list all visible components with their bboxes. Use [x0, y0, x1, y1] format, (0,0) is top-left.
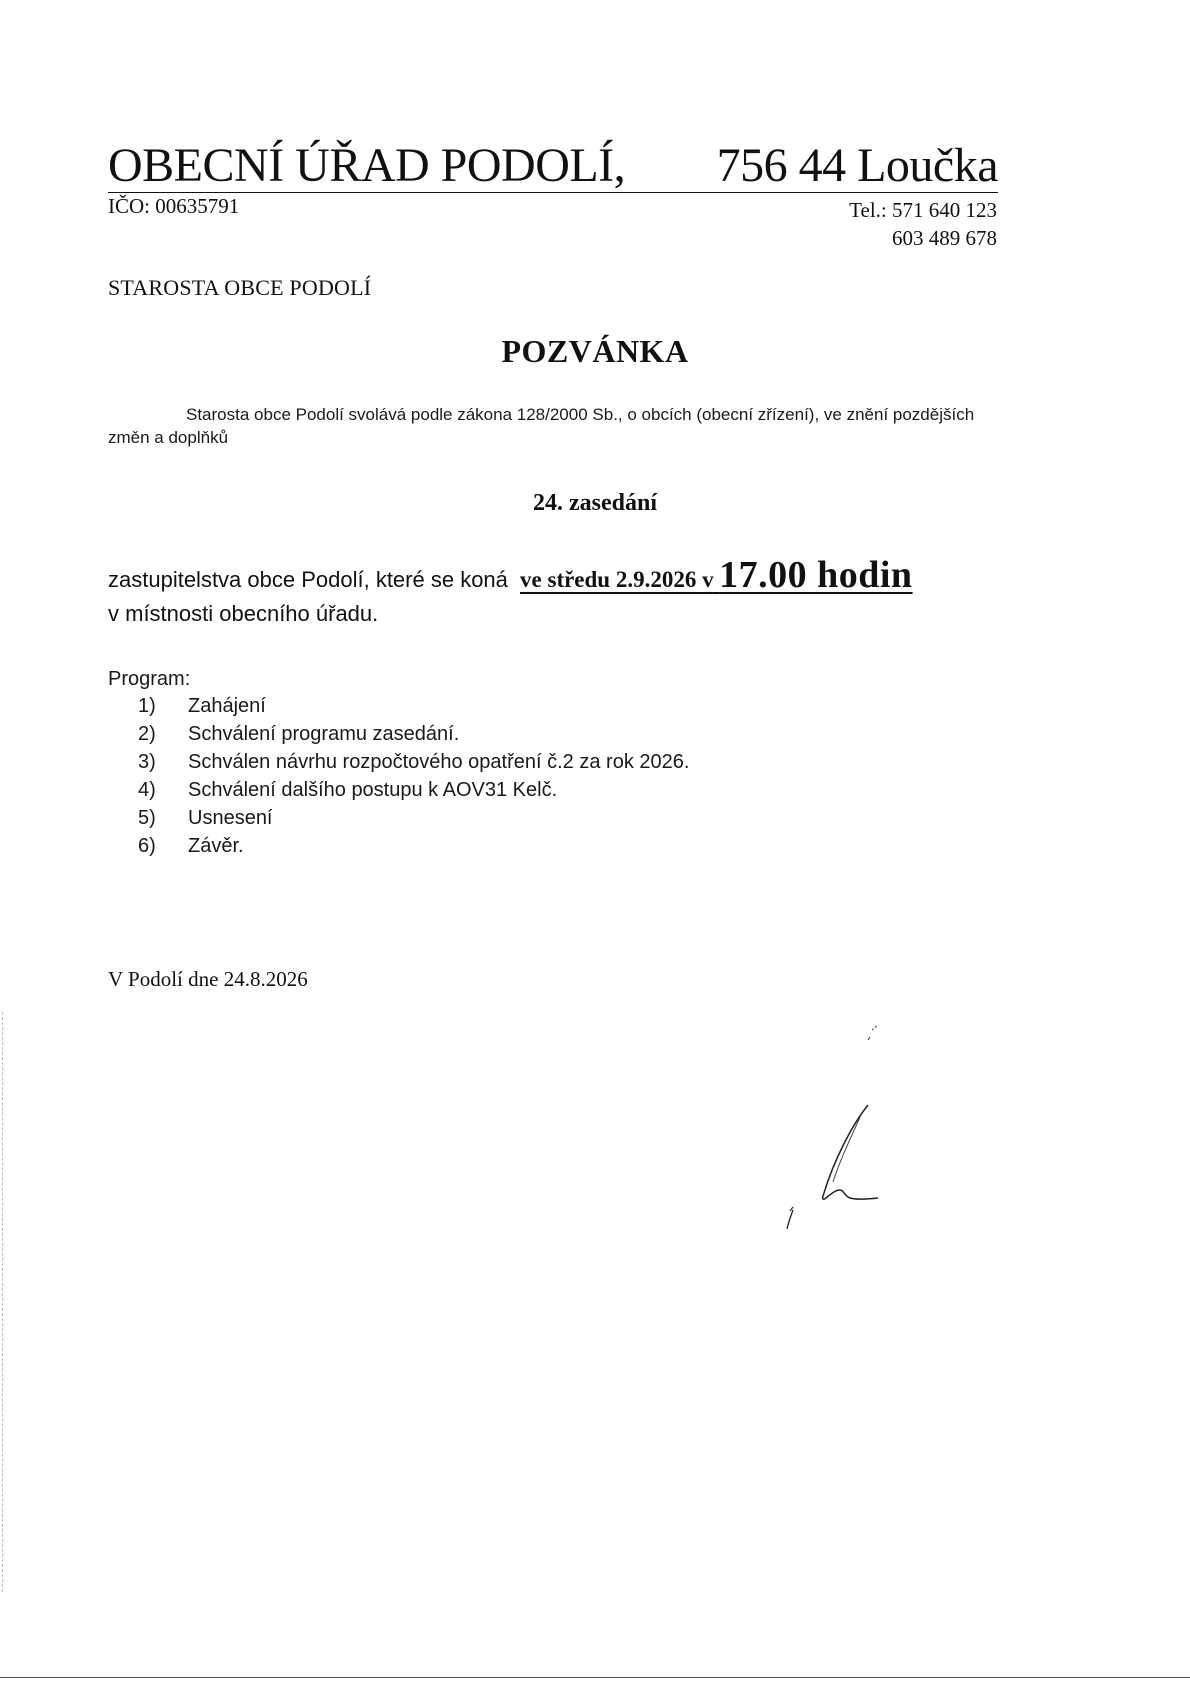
- meeting-place: v místnosti obecního úřadu.: [108, 601, 379, 626]
- meeting-text: zastupitelstva obce Podolí, které se koná: [108, 567, 508, 592]
- session-heading: 24. zasedání: [532, 490, 657, 516]
- program-item: [108, 748, 689, 776]
- phone-2: 603 489 678: [892, 226, 997, 250]
- meeting-date: ve středu 2.9.2026 v: [520, 567, 714, 592]
- program-item-number: 4): [138, 779, 156, 801]
- program-item-text: Zahájení: [188, 695, 266, 717]
- phone-1: Tel.: 571 640 123: [849, 198, 997, 222]
- phone-numbers: [849, 196, 997, 252]
- program-section: [108, 666, 689, 860]
- signature-image: [760, 1010, 900, 1240]
- program-item: [108, 776, 689, 804]
- program-item-number: 5): [138, 807, 156, 829]
- office-address: 756 44 Loučka: [716, 139, 998, 192]
- program-item-text: Schválení programu zasedání.: [188, 723, 460, 745]
- program-item-number: 2): [138, 723, 156, 745]
- program-item: [108, 720, 689, 748]
- program-item-number: 3): [138, 751, 156, 773]
- meeting-details: [108, 554, 1068, 631]
- office-name: OBECNÍ ÚŘAD PODOLÍ,: [108, 139, 626, 192]
- intro-paragraph: Starosta obce Podolí svolává podle zákona 128/2000 Sb., o obcích (obecní zřízení), ve znění pozdějších změn a doplňků: [108, 405, 975, 447]
- program-label: Program:: [108, 668, 191, 690]
- letterhead: [108, 136, 998, 193]
- program-item-number: 1): [138, 695, 156, 717]
- program-item: [108, 692, 689, 720]
- program-item-number: 6): [138, 835, 156, 857]
- program-item-text: Schválen návrhu rozpočtového opatření č.2 za rok 2026.: [188, 751, 690, 773]
- company-id: IČO: 00635791: [108, 194, 240, 218]
- meeting-line: [108, 554, 1068, 597]
- program-item: [108, 832, 689, 860]
- meeting-date-time: [520, 554, 913, 596]
- meeting-hour: 17.00 hodin: [719, 554, 913, 596]
- sender-line: STAROSTA OBCE PODOLÍ: [108, 275, 372, 300]
- program-item-text: Usnesení: [188, 807, 273, 829]
- program-list: [108, 692, 689, 860]
- program-item-text: Schválení dalšího postupu k AOV31 Kelč.: [188, 779, 558, 801]
- program-item: [108, 804, 689, 832]
- document-title: POZVÁNKA: [501, 333, 689, 369]
- program-item-text: Závěr.: [188, 835, 244, 857]
- bottom-rule: [0, 1677, 1190, 1678]
- date-place-line: V Podolí dne 24.8.2026: [108, 967, 308, 991]
- scan-margin-line: [2, 1012, 3, 1592]
